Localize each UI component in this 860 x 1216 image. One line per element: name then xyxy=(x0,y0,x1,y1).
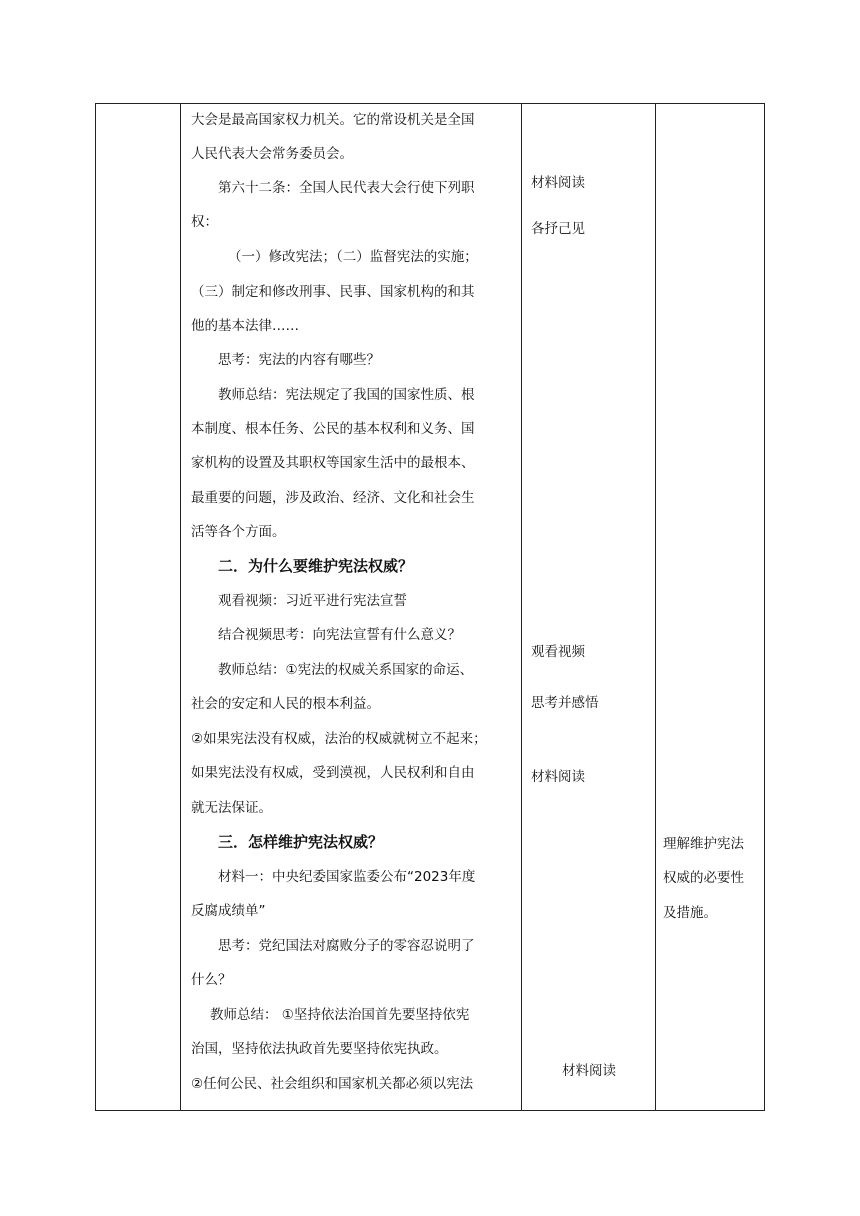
column-divider xyxy=(655,103,656,1111)
content-line: 教师总结： ①坚持依法治国首先要坚持依宪 xyxy=(210,1007,470,1023)
content-line: ②如果宪法没有权威，法治的权威就树立不起来； xyxy=(191,731,487,747)
content-line: 思考：宪法的内容有哪些？ xyxy=(218,352,380,368)
column-divider xyxy=(521,103,522,1111)
column-divider xyxy=(180,103,181,1111)
content-line: 本制度、根本任务、公民的基本权利和义务、国 xyxy=(191,421,475,437)
content-line: 社会的安定和人民的根本利益。 xyxy=(191,696,380,712)
content-line: 材料一：中央纪委国家监委公布“2023年度 xyxy=(218,869,476,885)
content-line: 教师总结：①宪法的权威关系国家的命运、 xyxy=(218,662,474,678)
section-heading: 二．为什么要维护宪法权威？ xyxy=(218,557,414,575)
content-line: （一）修改宪法；（二）监督宪法的实施； xyxy=(228,249,478,265)
activity-item: 思考并感悟 xyxy=(531,695,599,711)
content-line: 就无法保证。 xyxy=(191,800,272,816)
activity-item: 材料阅读 xyxy=(531,769,585,785)
content-line: 结合视频思考：向宪法宣誓有什么意义？ xyxy=(218,627,461,643)
content-line: 教师总结：宪法规定了我国的国家性质、根 xyxy=(218,387,475,403)
intent-line: 权威的必要性 xyxy=(663,870,744,886)
content-line: 最重要的问题，涉及政治、经济、文化和社会生 xyxy=(191,490,475,506)
intent-line: 理解维护宪法 xyxy=(663,836,744,852)
activity-item: 各抒己见 xyxy=(531,221,585,237)
intent-line: 及措施。 xyxy=(663,905,717,921)
content-line: 活等各个方面。 xyxy=(191,524,286,540)
content-line: 第六十二条：全国人民代表大会行使下列职 xyxy=(218,180,475,196)
content-line: 如果宪法没有权威，受到漠视，人民权利和自由 xyxy=(191,765,475,781)
content-line: 大会是最高国家权力机关。它的常设机关是全国 xyxy=(191,112,475,128)
content-line: 什么？ xyxy=(191,972,232,988)
section-heading: 三．怎样维护宪法权威？ xyxy=(218,833,384,851)
content-line: 家机构的设置及其职权等国家生活中的最根本、 xyxy=(191,455,475,471)
content-line: 观看视频：习近平进行宪法宣誓 xyxy=(218,593,407,609)
content-line: ②任何公民、社会组织和国家机关都必须以宪法 xyxy=(191,1076,474,1092)
content-line: 思考：党纪国法对腐败分子的零容忍说明了 xyxy=(218,938,475,954)
content-line: 他的基本法律…… xyxy=(191,318,299,334)
activity-item: 观看视频 xyxy=(531,644,585,660)
content-line: 治国，坚持依法执政首先要坚持依宪执政。 xyxy=(191,1041,448,1057)
content-line: （三）制定和修改刑事、民事、国家机构的和其 xyxy=(191,284,475,300)
content-line: 权： xyxy=(191,214,218,230)
content-line: 人民代表大会常务委员会。 xyxy=(191,146,353,162)
content-line: 反腐成绩单” xyxy=(191,903,266,919)
activity-item: 材料阅读 xyxy=(531,175,585,191)
activity-item: 材料阅读 xyxy=(562,1063,616,1079)
